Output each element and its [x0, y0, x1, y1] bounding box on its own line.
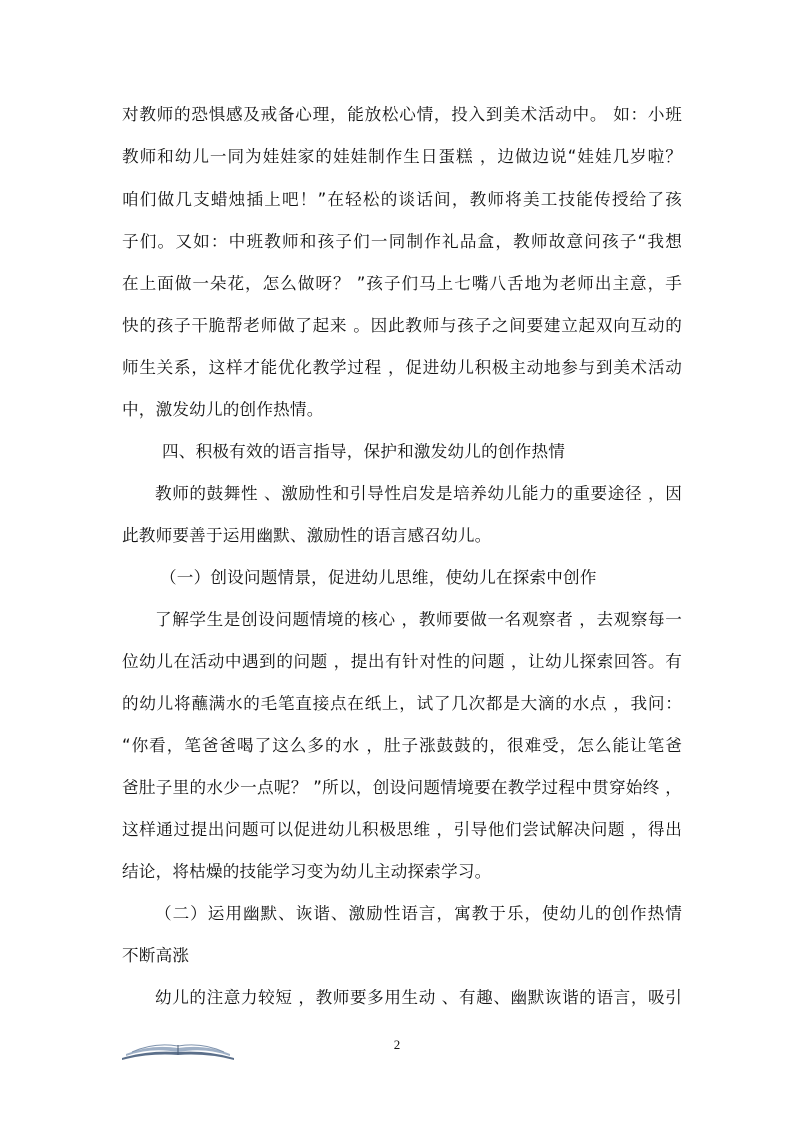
subsection-heading: （一）创设问题情景，促进幼儿思维，使幼儿在探索中创作	[160, 568, 597, 587]
body-text-line: 教师的鼓舞性 、激励性和引导性启发是培养幼儿能力的重要途径 ，因	[155, 484, 682, 503]
section-heading: 四、积极有效的语言指导，保护和激发幼儿的创作热情	[162, 442, 566, 461]
body-text-line: 在上面做一朵花，怎么做呀？ ”孩子们马上七嘴八舌地为老师出主意，手	[122, 274, 682, 293]
page-number: 2	[393, 1037, 401, 1052]
body-text-line: 对教师的恐惧感及戒备心理，能放松心情，投入到美术活动中。 如：小班	[122, 105, 682, 124]
body-text-line: 咱们做几支蜡烛插上吧！”在轻松的谈话间，教师将美工技能传授给了孩	[122, 190, 682, 209]
body-text-line: 了解学生是创设问题情境的核心 ，教师要做一名观察者 ，去观察每一	[155, 610, 682, 629]
body-text-line: 幼儿的注意力较短 ，教师要多用生动 、有趣、幽默诙谐的语言，吸引	[155, 988, 682, 1007]
body-text-line: 此教师要善于运用幽默、激励性的语言感召幼儿。	[122, 526, 492, 545]
subsection-heading-continued: 不断高涨	[122, 946, 190, 965]
body-text-line: 快的孩子干脆帮老师做了起来 。因此教师与孩子之间要建立起双向互动的	[122, 316, 682, 335]
body-text-line: “你看，笔爸爸喝了这么多的水 ，肚子涨鼓鼓的，很难受，怎么能让笔爸	[122, 736, 682, 755]
body-text-line: 教师和幼儿一同为娃娃家的娃娃制作生日蛋糕 ，边做边说“娃娃几岁啦？	[122, 147, 682, 166]
body-text-line: 师生关系，这样才能优化教学过程 ，促进幼儿积极主动地参与到美术活动	[122, 358, 682, 377]
body-text-line: 的幼儿将蘸满水的毛笔直接点在纸上，试了几次都是大滴的水点 ，我问：	[122, 694, 682, 713]
body-text-line: 这样通过提出问题可以促进幼儿积极思维 ，引导他们尝试解决问题 ，得出	[122, 820, 682, 839]
subsection-heading: （二）运用幽默、诙谐、激励性语言，寓教于乐，使幼儿的创作热情	[155, 904, 682, 923]
body-text-line: 位幼儿在活动中遇到的问题 ，提出有针对性的问题 ，让幼儿探索回答。有	[122, 652, 682, 671]
body-text-line: 子们。又如：中班教师和孩子们一同制作礼品盒，教师故意问孩子“我想	[122, 232, 682, 251]
body-text-line: 爸肚子里的水少一点呢？ ”所以，创设问题情境要在教学过程中贯穿始终 ，	[122, 778, 682, 797]
body-text-line: 结论，将枯燥的技能学习变为幼儿主动探索学习。	[122, 862, 492, 881]
body-text-line: 中，激发幼儿的创作热情。	[122, 400, 324, 419]
